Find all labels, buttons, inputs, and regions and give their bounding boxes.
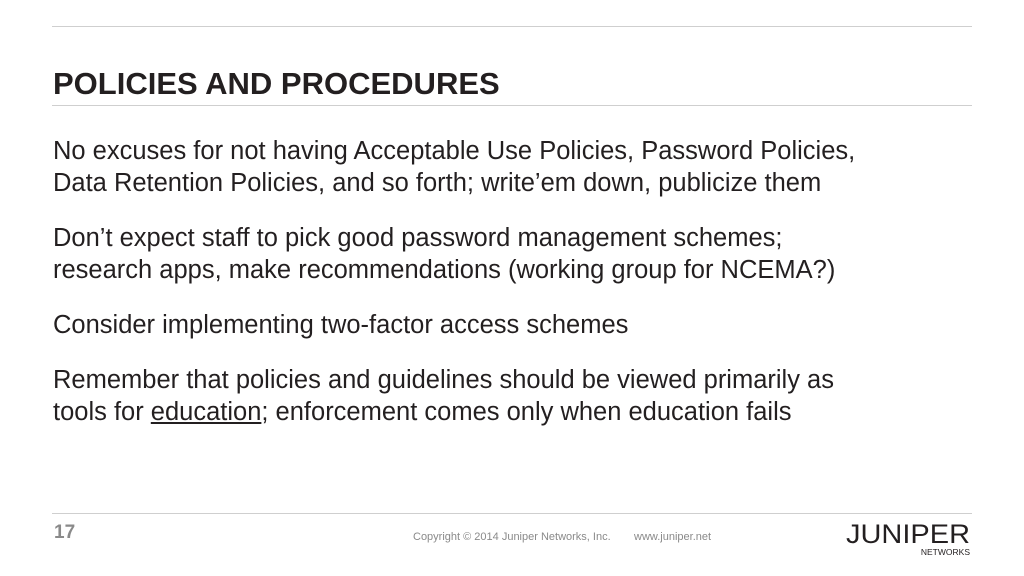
education-link[interactable]: education — [150, 398, 262, 426]
logo-subtext: NETWORKS — [920, 547, 970, 557]
footer-divider — [52, 513, 972, 514]
bullet-education — [53, 364, 983, 428]
bullet-line: Consider implementing two-factor access schemes — [53, 311, 629, 339]
bullet-line: Don’t expect staff to pick good password management schemes; — [53, 224, 783, 252]
logo-wordmark: JUNIPER — [846, 519, 970, 549]
bullet-line — [53, 396, 983, 428]
title-divider — [52, 105, 972, 106]
bullet-text: ; enforcement comes only when education fails — [261, 398, 792, 426]
bullet-line: No excuses for not having Acceptable Use Policies, Password Policies, — [53, 137, 856, 165]
bullet-password-schemes — [53, 222, 983, 286]
bullet-two-factor — [53, 309, 983, 341]
bullet-list — [53, 135, 983, 451]
slide-title: POLICIES AND PROCEDURES — [53, 66, 500, 101]
bullet-line: Remember that policies and guidelines should be viewed primarily as — [53, 366, 834, 394]
bullet-text: tools for — [53, 398, 151, 426]
bullet-line: Data Retention Policies, and so forth; write’em down, publicize them — [53, 169, 822, 197]
top-divider — [52, 26, 972, 27]
juniper-logo — [846, 519, 972, 557]
page-number: 17 — [54, 522, 76, 543]
copyright-notice: Copyright © 2014 Juniper Networks, Inc. — [413, 531, 611, 543]
website-url: www.juniper.net — [634, 531, 712, 543]
bullet-acceptable-use — [53, 135, 983, 199]
bullet-line: research apps, make recommendations (working group for NCEMA?) — [53, 256, 836, 284]
